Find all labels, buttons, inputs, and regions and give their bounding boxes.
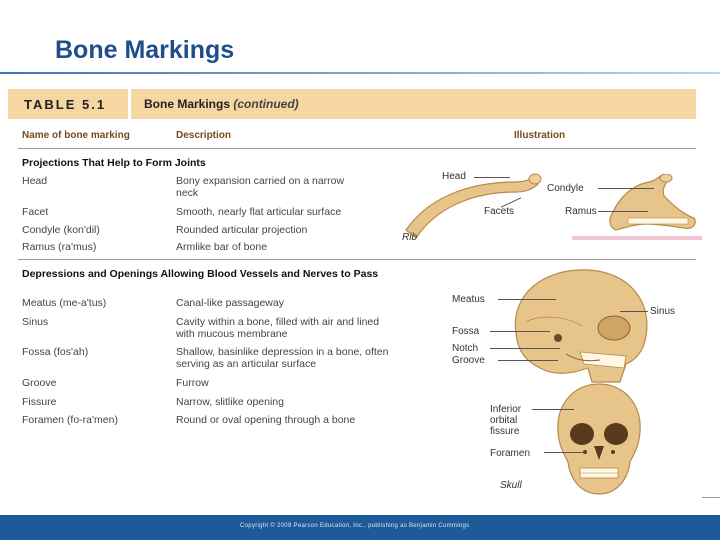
row-desc-foramen: Round or oval opening through a bone bbox=[176, 414, 356, 426]
label-skull: Skull bbox=[500, 480, 522, 491]
leader-meatus bbox=[498, 299, 556, 300]
leader-inferior-orbital-fissure bbox=[532, 409, 574, 410]
row-desc-head: Bony expansion carried on a narrow neck bbox=[176, 175, 345, 199]
frontal-skull-illustration bbox=[552, 382, 646, 498]
row-name-foramen: Foramen (fo-ra'men) bbox=[22, 414, 118, 426]
row-name-sinus: Sinus bbox=[22, 316, 49, 328]
leader-foramen bbox=[544, 452, 586, 453]
leader-notch bbox=[490, 348, 560, 349]
label-groove: Groove bbox=[452, 355, 485, 366]
label-sinus: Sinus bbox=[650, 306, 676, 317]
section-heading-depressions: Depressions and Openings Allowing Blood Vessels and Nerves to Pass bbox=[22, 268, 379, 280]
label-fossa: Fossa bbox=[452, 326, 480, 337]
title-underline bbox=[0, 72, 720, 74]
header-rule bbox=[18, 148, 696, 149]
label-foramen: Foramen bbox=[490, 448, 531, 459]
row-desc-fossa: Shallow, basinlike depression in a bone, often serving as an articular surface bbox=[176, 346, 389, 370]
column-header-name: Name of bone marking bbox=[22, 130, 130, 141]
row-name-meatus: Meatus (me-a'tus) bbox=[22, 297, 107, 309]
row-name-head: Head bbox=[22, 175, 48, 187]
row-name-groove: Groove bbox=[22, 377, 57, 389]
table-tag: TABLE 5.1 bbox=[24, 97, 107, 112]
table-caption-suffix: (continued) bbox=[233, 97, 299, 111]
lateral-skull-illustration bbox=[496, 264, 656, 384]
label-notch: Notch bbox=[452, 343, 479, 354]
label-inferior-orbital-fissure: Inferior orbital fissure bbox=[490, 404, 522, 437]
label-condyle: Condyle bbox=[547, 183, 584, 194]
leader-groove bbox=[498, 360, 558, 361]
row-name-fossa: Fossa (fos'ah) bbox=[22, 346, 89, 358]
column-header-description: Description bbox=[176, 130, 232, 141]
leader-ramus bbox=[598, 211, 648, 212]
table-tag-separator bbox=[128, 89, 131, 119]
rib-illustration bbox=[398, 168, 548, 248]
row-desc-sinus: Cavity within a bone, filled with air and lined with mucous membrane bbox=[176, 316, 380, 340]
row-desc-meatus: Canal-like passageway bbox=[176, 297, 284, 309]
leader-fossa bbox=[490, 331, 550, 332]
row-name-condyle: Condyle (kon'dil) bbox=[22, 224, 100, 236]
label-rib-facets: Facets bbox=[484, 206, 515, 217]
footer-bar bbox=[0, 515, 720, 540]
label-ramus: Ramus bbox=[565, 206, 597, 217]
label-rib: Rib bbox=[402, 232, 418, 243]
leader-condyle bbox=[598, 188, 654, 189]
row-name-facet: Facet bbox=[22, 206, 49, 218]
row-desc-facet: Smooth, nearly flat articular surface bbox=[176, 206, 342, 218]
row-desc-groove: Furrow bbox=[176, 377, 209, 389]
row-desc-condyle: Rounded articular projection bbox=[176, 224, 308, 236]
leader-rib-head bbox=[474, 177, 510, 178]
row-desc-ramus: Armlike bar of bone bbox=[176, 241, 268, 253]
table-caption-text: Bone Markings bbox=[144, 97, 231, 111]
section-rule bbox=[18, 259, 696, 260]
table-header-band bbox=[8, 89, 696, 119]
label-meatus: Meatus bbox=[452, 294, 485, 305]
label-rib-head: Head bbox=[442, 171, 466, 182]
column-header-illustration: Illustration bbox=[514, 130, 566, 141]
row-name-fissure: Fissure bbox=[22, 396, 57, 408]
decorative-band bbox=[572, 236, 702, 240]
table-caption bbox=[144, 97, 299, 111]
slide-title: Bone Markings bbox=[55, 36, 235, 64]
leader-sinus bbox=[620, 311, 648, 312]
footer-copyright: Copyright © 2009 Pearson Education, Inc., publishing as Benjamin Cummings bbox=[240, 523, 470, 529]
row-desc-fissure: Narrow, slitlike opening bbox=[176, 396, 284, 408]
corner-rule bbox=[702, 497, 720, 498]
section-heading-projections: Projections That Help to Form Joints bbox=[22, 157, 206, 169]
row-name-ramus: Ramus (ra'mus) bbox=[22, 241, 97, 253]
